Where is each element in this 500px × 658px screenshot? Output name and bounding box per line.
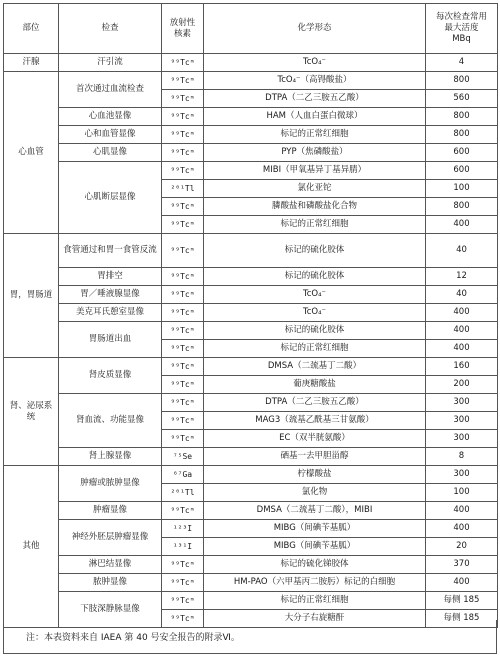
form-cell: 标记的硫化锑胶体 — [204, 556, 426, 574]
table-row — [4, 448, 498, 466]
table-row — [4, 466, 498, 484]
nuclide-cell: ⁹⁹Tcᵐ — [162, 234, 204, 268]
form-cell: 标记的硫化胶体 — [204, 234, 426, 268]
part-cell: 胃，胃肠道 — [4, 234, 59, 358]
form-cell: TcO₄⁻ — [204, 286, 426, 304]
nuclide-cell: ⁹⁹Tcᵐ — [162, 268, 204, 286]
activity-cell: 400 — [426, 322, 498, 340]
form-cell: 标记的正常红细胞 — [204, 216, 426, 234]
exam-cell: 首次通过血流检查 — [59, 72, 162, 108]
exam-cell: 美克耳氏憩室显像 — [59, 304, 162, 322]
form-cell: PYP（焦磷酸盐） — [204, 144, 426, 162]
table-row — [4, 162, 498, 180]
table-row — [4, 574, 498, 592]
exam-cell: 心肌显像 — [59, 144, 162, 162]
table-row — [4, 304, 498, 322]
activity-cell: 370 — [426, 556, 498, 574]
activity-cell: 600 — [426, 144, 498, 162]
nuclide-cell: ⁹⁹Tcᵐ — [162, 322, 204, 340]
table-row — [4, 322, 498, 340]
table-row — [4, 54, 498, 72]
activity-cell: 300 — [426, 430, 498, 448]
activity-cell: 560 — [426, 90, 498, 108]
nuclide-cell: ¹³¹I — [162, 538, 204, 556]
nuclide-cell: ⁹⁹Tcᵐ — [162, 162, 204, 180]
nuclide-cell: ⁹⁹Tcᵐ — [162, 126, 204, 144]
form-cell: 大分子右旋糖酐 — [204, 610, 426, 628]
table-row — [4, 108, 498, 126]
activity-cell: 4 — [426, 54, 498, 72]
activity-cell: 每侧 185 — [426, 610, 498, 628]
activity-cell: 400 — [426, 216, 498, 234]
form-cell: 氯化物 — [204, 484, 426, 502]
table-row — [4, 358, 498, 376]
table-row — [4, 72, 498, 90]
table-row — [4, 502, 498, 520]
form-cell: TcO₄⁻ — [204, 304, 426, 322]
exam-cell: 心血池显像 — [59, 108, 162, 126]
nuclide-cell: ⁹⁹Tcᵐ — [162, 340, 204, 358]
nuclide-cell: ⁹⁹Tcᵐ — [162, 430, 204, 448]
nuclide-cell: ⁹⁹Tcᵐ — [162, 144, 204, 162]
part-cell: 心血管 — [4, 72, 59, 234]
activity-cell: 800 — [426, 126, 498, 144]
form-cell: 标记的硫化胶体 — [204, 268, 426, 286]
exam-cell: 心肌断层显像 — [59, 162, 162, 234]
nuclide-cell: ⁹⁹Tcᵐ — [162, 108, 204, 126]
form-cell: MIBG（间碘苄基胍） — [204, 520, 426, 538]
form-cell: TcO₄⁻ — [204, 54, 426, 72]
activity-cell: 100 — [426, 180, 498, 198]
nuclide-cell: ¹²³I — [162, 520, 204, 538]
nuclide-cell: ⁷⁵Se — [162, 448, 204, 466]
header-activity: 每次检查常用 最大活度 MBq — [426, 4, 498, 54]
header-nuclide: 放射性 核素 — [162, 4, 204, 54]
activity-cell: 800 — [426, 72, 498, 90]
nuclide-cell: ⁶⁷Ga — [162, 466, 204, 484]
form-cell: EC（双半胱氨酸） — [204, 430, 426, 448]
nuclide-cell: ⁹⁹Tcᵐ — [162, 72, 204, 90]
table-row — [4, 126, 498, 144]
form-cell: 标记的正常红细胞 — [204, 126, 426, 144]
table-row — [4, 394, 498, 412]
header-row — [4, 4, 498, 54]
nuclide-cell: ⁹⁹Tcᵐ — [162, 358, 204, 376]
activity-cell: 300 — [426, 412, 498, 430]
exam-cell: 食管通过和胃一食管反流 — [59, 234, 162, 268]
header-form: 化学形态 — [204, 4, 426, 54]
exam-cell: 肾皮质显像 — [59, 358, 162, 394]
part-cell: 其他 — [4, 466, 59, 628]
activity-cell: 800 — [426, 108, 498, 126]
nuclide-cell: ⁹⁹Tcᵐ — [162, 574, 204, 592]
form-cell: HAM（人血白蛋白微球） — [204, 108, 426, 126]
activity-cell: 400 — [426, 574, 498, 592]
nuclide-cell: ⁹⁹Tcᵐ — [162, 304, 204, 322]
activity-cell: 600 — [426, 162, 498, 180]
table-row — [4, 144, 498, 162]
part-cell: 汗腺 — [4, 54, 59, 72]
activity-cell: 300 — [426, 394, 498, 412]
form-cell: 膦酸盐和磷酸盐化合物 — [204, 198, 426, 216]
exam-cell: 肿瘤或脓肿显像 — [59, 466, 162, 502]
exam-cell: 肿瘤显像 — [59, 502, 162, 520]
form-cell: TcO₄⁻（高锝酸盐） — [204, 72, 426, 90]
nuclide-cell: ⁹⁹Tcᵐ — [162, 502, 204, 520]
activity-cell: 200 — [426, 376, 498, 394]
exam-cell: 胃肠道出血 — [59, 322, 162, 358]
nuclide-cell: ⁹⁹Tcᵐ — [162, 610, 204, 628]
activity-cell: 12 — [426, 268, 498, 286]
exam-cell: 肾血流、功能显像 — [59, 394, 162, 448]
exam-cell: 胃／唾液腺显像 — [59, 286, 162, 304]
header-part: 部位 — [4, 4, 59, 54]
nuclide-cell: ²⁰¹Tl — [162, 180, 204, 198]
activity-cell: 400 — [426, 520, 498, 538]
form-cell: MAG3（巯基乙酰基三甘氨酸） — [204, 412, 426, 430]
exam-cell: 脓肿显像 — [59, 574, 162, 592]
form-cell: DMSA（二巯基丁二酸），MIBI — [204, 502, 426, 520]
radiopharmaceutical-table — [3, 3, 498, 628]
table-footnote: 注：本表资料来自 IAEA 第 40 号安全报告的附录Ⅵ。 — [3, 620, 497, 654]
part-cell: 肾、泌尿系统 — [4, 358, 59, 466]
form-cell: MIBI（甲氧基异丁基异腈） — [204, 162, 426, 180]
activity-cell: 8 — [426, 448, 498, 466]
exam-cell: 汗引流 — [59, 54, 162, 72]
activity-cell: 400 — [426, 340, 498, 358]
nuclide-cell: ⁹⁹Tcᵐ — [162, 286, 204, 304]
nuclide-cell: ⁹⁹Tcᵐ — [162, 376, 204, 394]
exam-cell: 淋巴结显像 — [59, 556, 162, 574]
activity-cell: 每侧 185 — [426, 592, 498, 610]
exam-cell: 神经外胚层肿瘤显像 — [59, 520, 162, 556]
form-cell: DMSA（二巯基丁二酸） — [204, 358, 426, 376]
nuclide-cell: ⁹⁹Tcᵐ — [162, 54, 204, 72]
exam-cell: 肾上腺显像 — [59, 448, 162, 466]
activity-cell: 100 — [426, 484, 498, 502]
activity-cell: 800 — [426, 198, 498, 216]
nuclide-cell: ⁹⁹Tcᵐ — [162, 90, 204, 108]
table-row — [4, 592, 498, 610]
form-cell: 硒基一去甲胆甾醇 — [204, 448, 426, 466]
form-cell: MIBG（间碘苄基胍） — [204, 538, 426, 556]
form-cell: 标记的正常红细胞 — [204, 340, 426, 358]
nuclide-cell: ⁹⁹Tcᵐ — [162, 412, 204, 430]
form-cell: 葡庚糖酸盐 — [204, 376, 426, 394]
activity-cell: 40 — [426, 234, 498, 268]
exam-cell: 心和血管显像 — [59, 126, 162, 144]
form-cell: DTPA（二乙三胺五乙酸） — [204, 90, 426, 108]
table-row — [4, 556, 498, 574]
table-row — [4, 234, 498, 268]
nuclide-cell: ⁹⁹Tcᵐ — [162, 198, 204, 216]
form-cell: 氯化亚铊 — [204, 180, 426, 198]
activity-cell: 400 — [426, 502, 498, 520]
nuclide-cell: ²⁰¹Tl — [162, 484, 204, 502]
form-cell: 柠檬酸盐 — [204, 466, 426, 484]
activity-cell: 20 — [426, 538, 498, 556]
table-row — [4, 286, 498, 304]
form-cell: HM-PAO（六甲基丙二胺肟）标记的白细胞 — [204, 574, 426, 592]
activity-cell: 300 — [426, 466, 498, 484]
form-cell: 标记的正常红细胞 — [204, 592, 426, 610]
form-cell: DTPA（二乙三胺五乙酸） — [204, 394, 426, 412]
nuclide-cell: ⁹⁹Tcᵐ — [162, 556, 204, 574]
header-exam: 检查 — [59, 4, 162, 54]
exam-cell: 下肢深静脉显像 — [59, 592, 162, 628]
activity-cell: 160 — [426, 358, 498, 376]
nuclide-cell: ⁹⁹Tcᵐ — [162, 592, 204, 610]
table-row — [4, 520, 498, 538]
nuclide-cell: ⁹⁹Tcᵐ — [162, 394, 204, 412]
form-cell: 标记的硫化胶体 — [204, 322, 426, 340]
nuclide-cell: ⁹⁹Tcᵐ — [162, 216, 204, 234]
exam-cell: 胃排空 — [59, 268, 162, 286]
table-row — [4, 268, 498, 286]
activity-cell: 400 — [426, 304, 498, 322]
activity-cell: 40 — [426, 286, 498, 304]
